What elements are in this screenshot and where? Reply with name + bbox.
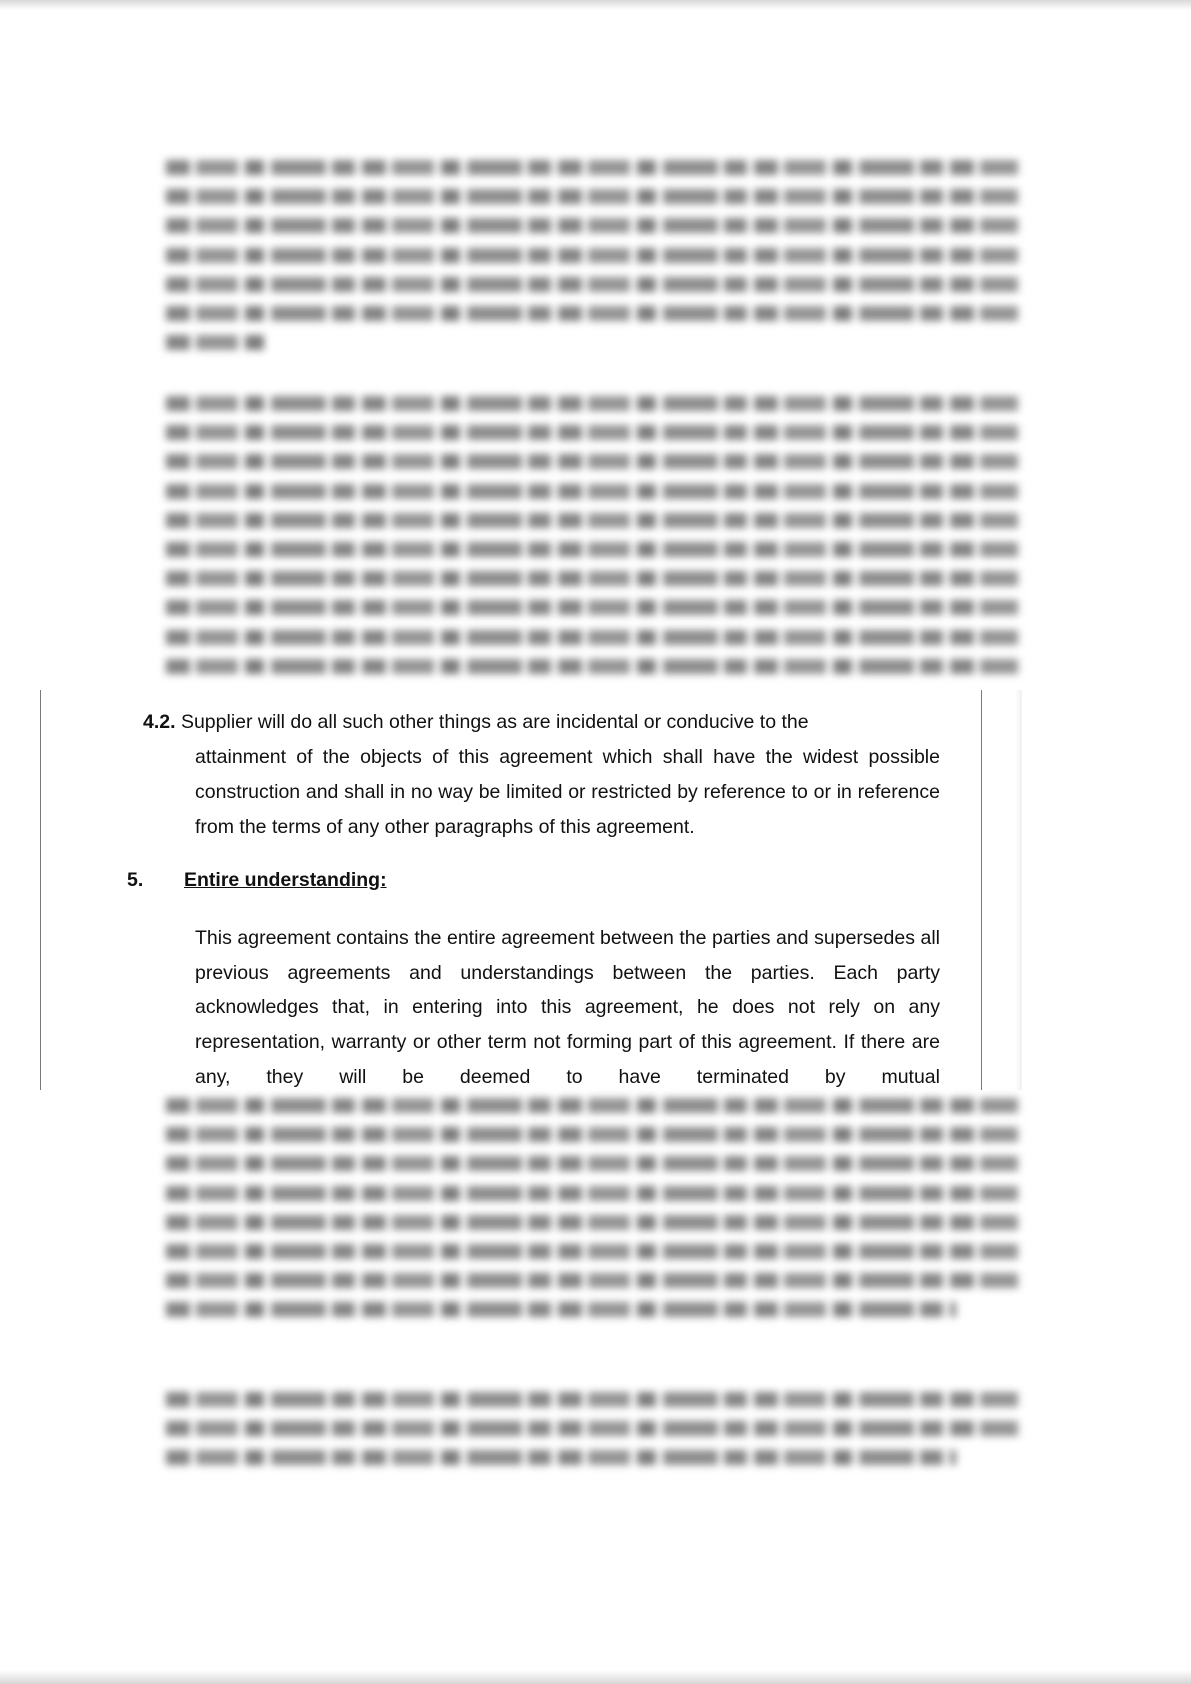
blurred-paragraph-1 <box>166 160 1018 364</box>
page-top-shadow <box>0 0 1191 10</box>
document-excerpt-panel <box>40 690 1022 1090</box>
page-bottom-shadow <box>0 1670 1191 1684</box>
clause-4-2 <box>143 705 940 838</box>
panel-left-border <box>40 690 41 1090</box>
section-number: 5. <box>127 869 144 891</box>
blurred-paragraph-3 <box>166 1098 1018 1332</box>
section-title: Entire understanding: <box>184 869 387 891</box>
clause-4-2-text: attainment of the objects of this agreement which shall have the widest possible construction and shall in no way be limited or restricted by reference to or in reference from the terms of any other paragraphs of this agreement. <box>195 746 940 838</box>
panel-right-fade <box>1015 690 1022 1090</box>
clause-number: 4.2. <box>143 711 176 733</box>
blurred-paragraph-2 <box>166 396 1018 688</box>
section-5-body: This agreement contains the entire agreement between the parties and supersedes all previous agreements and understandings between the parties. Each party acknowledges that, in entering into this agreement, he does not rely on any representation, warranty or other term not forming part of this agreement. If there are any, they will be deemed to have terminated by mutual <box>195 927 940 1088</box>
panel-right-border <box>981 690 982 1090</box>
clause-4-2-first-line <box>143 705 940 740</box>
clause-first-line-text: Supplier will do all such other things as are incidental or conducive to the <box>180 711 809 733</box>
blurred-paragraph-4 <box>166 1392 1018 1480</box>
